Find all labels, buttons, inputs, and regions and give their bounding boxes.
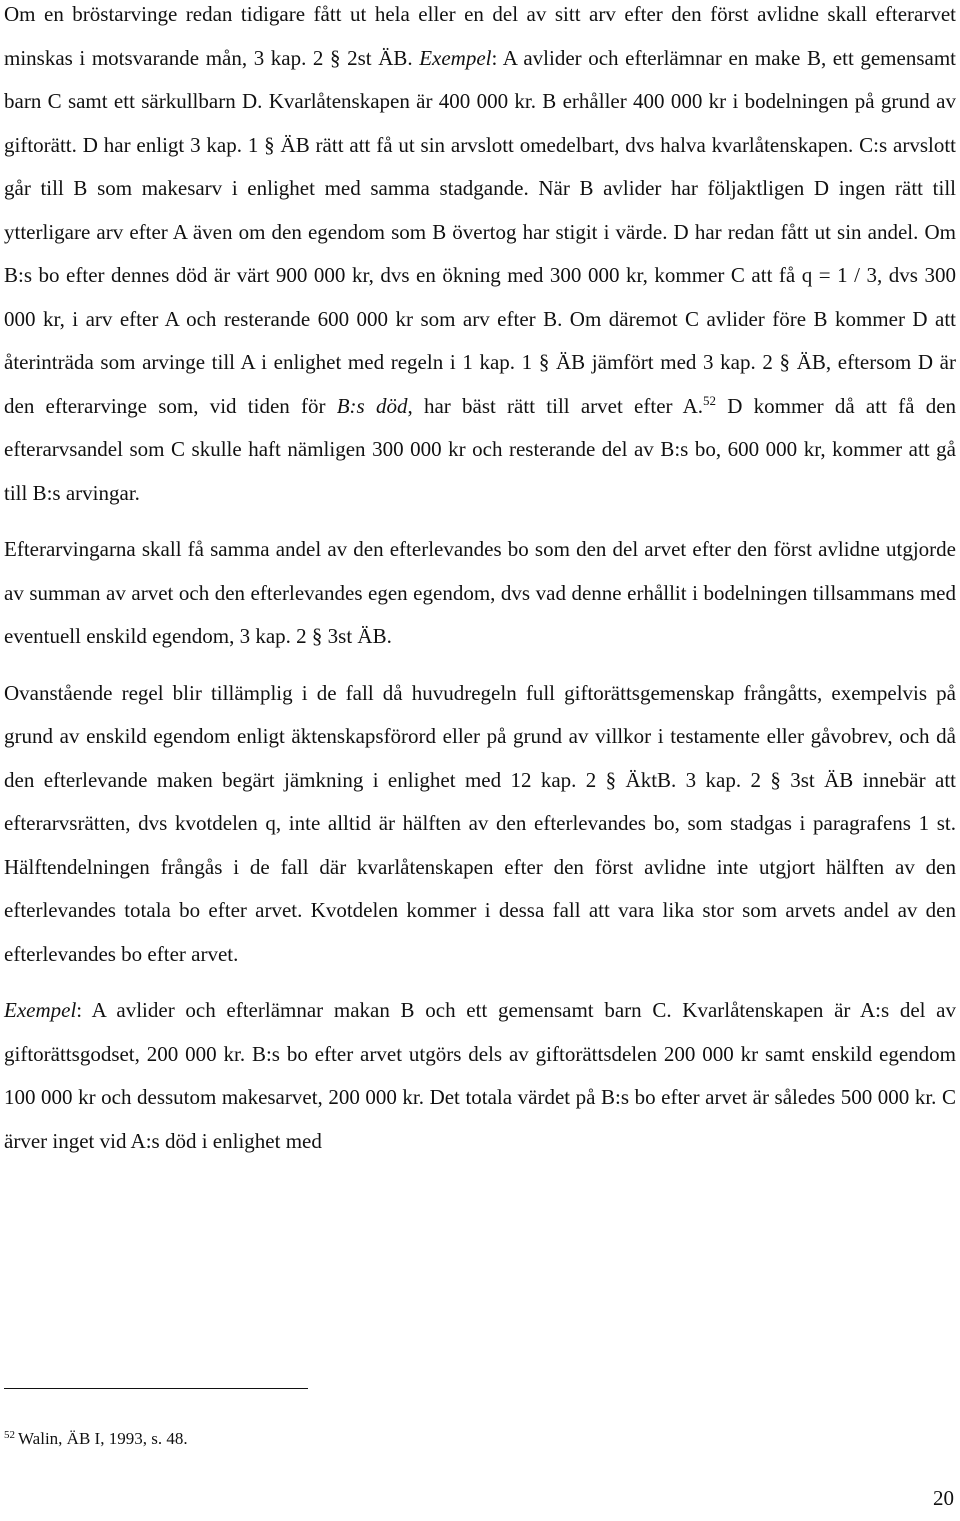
text-run: : A avlider och efterlämnar en make B, ett gemensamt barn C samt ett särkullbarn D. Kvarlåtenskapen är 400 000 kr. B erhåller 400 000 kr i bodelningen på grund av giftorätt. D har enligt 3 kap. 1 § ÄB rätt att få ut sin arvslott omedelbart, dvs halva kvarlåtenskapen. C:s arvslott går till B som makesarv i enlighet med samma stadgande. När B avlider har följaktligen D ingen rätt till ytterligare arv efter A även om den egendom som B övertog har stigit i värde. D har redan fått ut sin andel. Om B:s bo efter dennes död är värt 900 000 kr, dvs en ökning med 300 000 kr, kommer C att få q = 1 / 3, dvs 300 000 kr, i arv efter A och resterande 600 000 kr som arv efter B. Om däremot C avlider före B kommer D att återinträda som arvinge till A i enlighet med regeln i 1 kap. 1 § ÄB jämfört med 3 kap. 2 § ÄB, eftersom D är den efterarvinge som, vid tiden för xyxy=(4,45,956,418)
text-run: : A avlider och efterlämnar makan B och ett gemensamt barn C. Kvarlåtenskapen är A:s del av giftorättsgodset, 200 000 kr. B:s bo efter arvet utgörs dels av giftorättsdelen 200 000 kr samt enskild egendom 100 000 kr och dessutom makesarvet, 200 000 kr. Det totala värdet på B:s bo efter arvet är således 500 000 kr. C ärver inget vid A:s död i enlighet med xyxy=(4,998,956,1153)
text-run: D kommer då att få den efterarvsandel som C skulle haft nämligen 300 000 kr och resterande del av B:s bo, 600 000 kr, kommer att gå till B:s arvingar. xyxy=(4,393,957,505)
footnote-reference: 52 xyxy=(703,392,717,408)
page-number: 20 xyxy=(933,1486,954,1510)
paragraph-4 xyxy=(4,989,956,1163)
paragraph-2 xyxy=(4,528,956,659)
text-run: Ovanstående regel blir tillämplig i de fall då huvudregeln full giftorättsgemenskap frångåtts, exempelvis på grund av enskild egendom enligt äktenskapsförord eller på grund av villkor i testamente eller gåvobrev, och då den efterlevande maken begärt jämkning i enlighet med 12 kap. 2 § ÄktB. 3 kap. 2 § 3st ÄB innebär att efterarvsrätten, dvs kvotdelen q, inte alltid är hälften av den efterlevandes bo, som stadgas i paragrafens 1 st. Hälftendelningen frångås i de fall där kvarlåtenskapen efter den först avlidne inte utgjort hälften av den efterlevandes totala bo efter arvet. Kvotdelen kommer i dessa fall att vara lika stor som arvets andel av den efterlevandes bo efter arvet. xyxy=(4,680,956,966)
document-page xyxy=(4,0,956,1521)
italic-text: Exempel xyxy=(4,998,77,1022)
italic-text: Exempel xyxy=(419,45,492,70)
paragraph-3 xyxy=(4,672,956,977)
text-run: , har bäst rätt till arvet efter A. xyxy=(407,393,704,418)
footnote-number: 52 xyxy=(4,1429,15,1441)
text-run: Efterarvingarna skall få samma andel av den efterlevandes bo som den del arvet efter den först avlidne utgjorde av summan av arvet och den efterlevandes egen egendom, dvs vad denne erhållit i bodelningen tillsammans med eventuell enskild egendom, 3 kap. 2 § 3st ÄB. xyxy=(4,537,956,648)
footnote-text: Walin, ÄB I, 1993, s. 48. xyxy=(18,1429,188,1448)
paragraph-1 xyxy=(4,0,956,515)
footnote-52 xyxy=(4,1427,188,1451)
footnote-divider xyxy=(4,1388,308,1389)
italic-text: B:s död xyxy=(336,393,408,418)
body-text xyxy=(4,0,956,1163)
text-run: Om en bröstarvinge redan tidigare fått ut hela eller en del av sitt arv efter den först avlidne skall efterarvet minskas i motsvarande mån, 3 kap. 2 § 2st ÄB. xyxy=(4,2,956,70)
